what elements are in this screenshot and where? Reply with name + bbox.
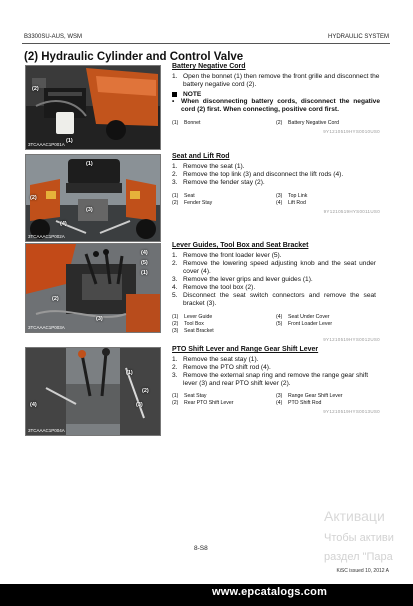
- legend-battery: [172, 120, 380, 127]
- photo-pto-lever: [25, 347, 161, 436]
- legend-item: [276, 314, 380, 321]
- step-number: 5.: [172, 292, 178, 299]
- callout-3: (3): [86, 207, 93, 213]
- legend-number: (4): [276, 314, 283, 320]
- tractor-seat-illustration: [26, 155, 160, 241]
- legend-text: Top Link: [288, 193, 308, 199]
- legend-item: [276, 400, 380, 407]
- pto-lever-illustration: [26, 348, 160, 435]
- step-text: Remove the tool box (2).: [183, 284, 256, 291]
- legend-number: (4): [276, 400, 283, 406]
- legend-lever-guides: [172, 314, 380, 335]
- legend-text: Bonnet: [184, 120, 201, 126]
- activation-watermark-line2: Чтобы активи: [324, 532, 394, 544]
- legend-number: (1): [172, 314, 179, 320]
- photo-code: 3TCAAAC1P001A: [28, 142, 65, 147]
- callout-2: (2): [32, 86, 39, 92]
- heading-seat-lift-rod: Seat and Lift Rod: [172, 153, 230, 160]
- legend-item: [172, 328, 276, 335]
- step: [172, 252, 376, 260]
- step-text: Remove the lever grips and lever guides (1).: [183, 276, 313, 283]
- step: [172, 163, 380, 171]
- legend-number: (2): [172, 400, 179, 406]
- legend-text: Seat Bracket: [184, 328, 214, 334]
- steps-seat: [172, 163, 380, 187]
- legend-text: Rear PTO Shift Lever: [184, 400, 234, 406]
- step-text: Remove the seat (1).: [183, 163, 245, 170]
- callout-4: (4): [30, 402, 37, 408]
- photo-battery: [25, 65, 161, 150]
- callout-2: (2): [30, 195, 37, 201]
- callout-1: (1): [86, 161, 93, 167]
- heading-pto-shift: PTO Shift Lever and Range Gear Shift Lever: [172, 346, 319, 353]
- legend-text: Lever Guide: [184, 314, 213, 320]
- legend-number: (4): [276, 200, 283, 206]
- legend-number: (1): [172, 120, 179, 126]
- step-number: 1.: [172, 356, 178, 363]
- legend-seat: [172, 193, 380, 207]
- step-text: Remove the fender stay (2).: [183, 179, 265, 186]
- doc-code: 9Y1210519HYS0013US0: [323, 409, 380, 414]
- step: [172, 284, 376, 292]
- legend-item: [172, 120, 276, 127]
- callout-1: (1): [141, 270, 148, 276]
- step-text: Remove the external snap ring and remove the range gear shift lever (3) and rear PTO shift lever (2).: [183, 372, 369, 387]
- steps-battery: [172, 73, 380, 89]
- legend-text: Seat Stay: [184, 393, 207, 399]
- callout-3: (3): [136, 402, 143, 408]
- step-text: Remove the top link (3) and disconnect the lift rods (4).: [183, 171, 344, 178]
- legend-item: [276, 393, 380, 400]
- step-number: 3.: [172, 372, 178, 379]
- legend-item: [276, 321, 380, 328]
- lever-guide-illustration: [26, 244, 160, 332]
- step-text: Remove the front loader lever (5).: [183, 252, 282, 259]
- step: [172, 276, 376, 284]
- legend-text: Front Loader Lever: [288, 321, 333, 327]
- issue-stamp: KiSC issued 10, 2012 A: [336, 568, 389, 574]
- step-number: 2.: [172, 260, 178, 267]
- footer-bar: [0, 584, 413, 606]
- step-text: Remove the PTO shift rod (4).: [183, 364, 271, 371]
- section-title: (2) Hydraulic Cylinder and Control Valve: [24, 51, 244, 63]
- legend-number: (2): [172, 200, 179, 206]
- doc-code: 9Y1210519HYS0010US0: [323, 129, 380, 134]
- legend-number: (2): [172, 321, 179, 327]
- legend-item: [172, 314, 276, 321]
- legend-item: [276, 193, 380, 200]
- photo-seat: [25, 154, 161, 242]
- note-title: [172, 91, 380, 98]
- activation-watermark-line1: Активаци: [324, 508, 385, 524]
- legend-pto-shift: [172, 393, 380, 407]
- footer-site-link[interactable]: www.epcatalogs.com: [212, 586, 328, 598]
- callout-5: (5): [141, 260, 148, 266]
- legend-text: Range Gear Shift Lever: [288, 393, 343, 399]
- photo-code: 3TCAAAC1P002A: [28, 234, 65, 239]
- legend-number: (1): [172, 193, 179, 199]
- legend-item: [172, 393, 276, 400]
- legend-item: [172, 200, 276, 207]
- callout-3: (3): [96, 316, 103, 322]
- legend-text: Lift Rod: [288, 200, 306, 206]
- legend-number: (2): [276, 120, 283, 126]
- steps-pto-shift: [172, 356, 378, 388]
- legend-item: [276, 200, 380, 207]
- legend-item: [172, 321, 276, 328]
- step: [172, 260, 376, 276]
- header-rule: [22, 43, 390, 44]
- legend-text: Battery Negative Cord: [288, 120, 340, 126]
- callout-4: (4): [60, 221, 67, 227]
- legend-text: Tool Box: [184, 321, 204, 327]
- steps-lever-guides: [172, 252, 376, 308]
- legend-number: (3): [172, 328, 179, 334]
- callout-1: (1): [126, 370, 133, 376]
- step-number: 4.: [172, 284, 178, 291]
- legend-text: Seat Under Cover: [288, 314, 330, 320]
- photo-code: 3TCAAAC1P003A: [28, 325, 65, 330]
- activation-watermark-line3: раздел "Пара: [324, 551, 393, 563]
- page-number: 8-S8: [194, 545, 208, 552]
- step-number: 3.: [172, 179, 178, 186]
- header-chapter: HYDRAULIC SYSTEM: [327, 34, 389, 40]
- step: [172, 179, 380, 187]
- legend-item: [172, 193, 276, 200]
- legend-text: PTO Shift Rod: [288, 400, 322, 406]
- step: [172, 356, 378, 364]
- step: [172, 171, 380, 179]
- note-label: NOTE: [183, 91, 202, 98]
- step-text: Disconnect the seat switch connectors and remove the seat bracket (3).: [183, 292, 376, 307]
- step-number: 2.: [172, 364, 178, 371]
- step-number: 1.: [172, 163, 178, 170]
- step-text: Remove the lowering speed adjusting knob and the seat under cover (4).: [183, 260, 376, 275]
- step-number: 3.: [172, 276, 178, 283]
- note-item: [172, 98, 380, 114]
- step: [172, 372, 378, 388]
- step-text: Open the bonnet (1) then remove the front grille and disconnect the battery negative cord (2).: [183, 73, 380, 88]
- step-number: 2.: [172, 171, 178, 178]
- header-doc-id: B3300SU-AUS, WSM: [24, 34, 83, 40]
- step-number: 1.: [172, 252, 178, 259]
- callout-1: (1): [66, 138, 73, 144]
- legend-text: Fender Stay: [184, 200, 213, 206]
- step: [172, 73, 380, 89]
- bullet-icon: •: [172, 98, 175, 105]
- step: [172, 364, 378, 372]
- step-text: Remove the seat stay (1).: [183, 356, 259, 363]
- doc-code: 9Y1210519HYS0011US0: [323, 209, 380, 214]
- callout-2: (2): [52, 296, 59, 302]
- tractor-engine-illustration: [26, 66, 160, 149]
- heading-lever-guides: Lever Guides, Tool Box and Seat Bracket: [172, 242, 309, 249]
- note-square-icon: [172, 92, 177, 97]
- heading-battery: Battery Negative Cord: [172, 63, 246, 70]
- legend-item: [172, 400, 276, 407]
- photo-code: 3TCAAAC1P004A: [28, 428, 65, 433]
- legend-number: (3): [276, 193, 283, 199]
- doc-code: 9Y1210519HYS0012US0: [323, 337, 380, 342]
- note-block: [172, 91, 380, 114]
- legend-text: Seat: [184, 193, 195, 199]
- legend-number: (1): [172, 393, 179, 399]
- callout-4: (4): [141, 250, 148, 256]
- legend-number: (3): [276, 393, 283, 399]
- legend-number: (5): [276, 321, 283, 327]
- callout-2: (2): [142, 388, 149, 394]
- legend-item: [276, 120, 380, 127]
- step: [172, 292, 376, 308]
- note-text: When disconnecting battery cords, disconnect the negative cord (2) first. When connecting, positive cord first.: [181, 98, 380, 113]
- photo-lever-guides: [25, 243, 161, 333]
- step-number: 1.: [172, 73, 178, 80]
